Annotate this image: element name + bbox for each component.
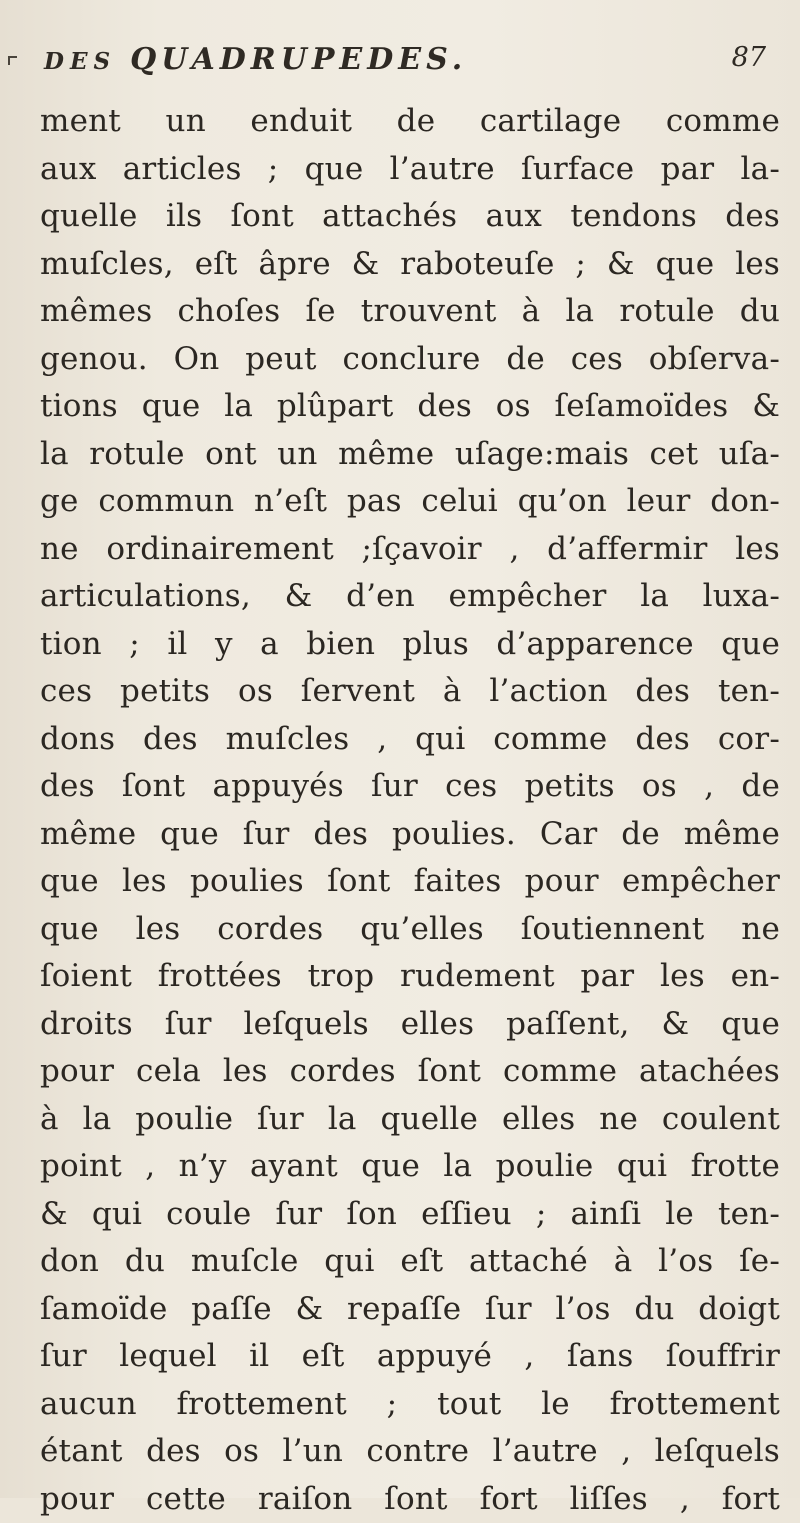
text-line: à la poulie ſur la quelle elles ne coulent	[40, 1096, 780, 1144]
body-text	[40, 98, 780, 1523]
text-line: ſoient frottées trop rudement par les en-	[40, 953, 780, 1001]
text-line: ſamoïde paſſe & repaſſe ſur l’os du doigt	[40, 1286, 780, 1334]
running-head	[44, 40, 770, 90]
text-line: genou. On peut conclure de ces obſerva-	[40, 336, 780, 384]
text-line: ne ordinairement ;ſçavoir , d’affermir les	[40, 526, 780, 574]
text-line: point , n’y ayant que la poulie qui frotte	[40, 1143, 780, 1191]
text-line: ſur lequel il eſt appuyé , ſans ſouffrir	[40, 1333, 780, 1381]
text-line: tion ; il y a bien plus d’apparence que	[40, 621, 780, 669]
corner-bracket-mark	[8, 56, 17, 65]
page-number: 87	[732, 42, 766, 73]
text-line: des ſont appuyés ſur ces petits os , de	[40, 763, 780, 811]
text-line: la rotule ont un même uſage:mais cet uſa-	[40, 431, 780, 479]
text-line: articulations, & d’en empêcher la luxa-	[40, 573, 780, 621]
text-line: que les poulies ſont faites pour empêcher	[40, 858, 780, 906]
text-line: quelle ils ſont attachés aux tendons des	[40, 193, 780, 241]
text-line: pour cela les cordes ſont comme atachées	[40, 1048, 780, 1096]
text-line: que les cordes qu’elles ſoutiennent ne	[40, 906, 780, 954]
text-line: don du muſcle qui eſt attaché à l’os ſe-	[40, 1238, 780, 1286]
text-line: ge commun n’eſt pas celui qu’on leur don-	[40, 478, 780, 526]
text-line: mêmes choſes ſe trouvent à la rotule du	[40, 288, 780, 336]
text-line: ment un enduit de cartilage comme	[40, 98, 780, 146]
running-head-prefix: DES	[44, 48, 130, 75]
text-line: étant des os l’un contre l’autre , leſquels	[40, 1428, 780, 1476]
text-line: dons des muſcles , qui comme des cor-	[40, 716, 780, 764]
text-line: pour cette raiſon ſont fort liſſes , fort	[40, 1476, 780, 1523]
running-head-title	[44, 42, 467, 77]
text-line: même que ſur des poulies. Car de même	[40, 811, 780, 859]
text-line: aucun frottement ; tout le frottement	[40, 1381, 780, 1429]
text-line: & qui coule ſur ſon eſſieu ; ainſi le ten-	[40, 1191, 780, 1239]
text-line: droits ſur leſquels elles paſſent, & que	[40, 1001, 780, 1049]
text-line: aux articles ; que l’autre ſurface par la-	[40, 146, 780, 194]
text-line: tions que la plûpart des os ſeſamoïdes &	[40, 383, 780, 431]
running-head-main: QUADRUPEDES.	[130, 42, 467, 77]
text-line: ces petits os ſervent à l’action des ten-	[40, 668, 780, 716]
text-line: muſcles, eſt âpre & raboteuſe ; & que les	[40, 241, 780, 289]
